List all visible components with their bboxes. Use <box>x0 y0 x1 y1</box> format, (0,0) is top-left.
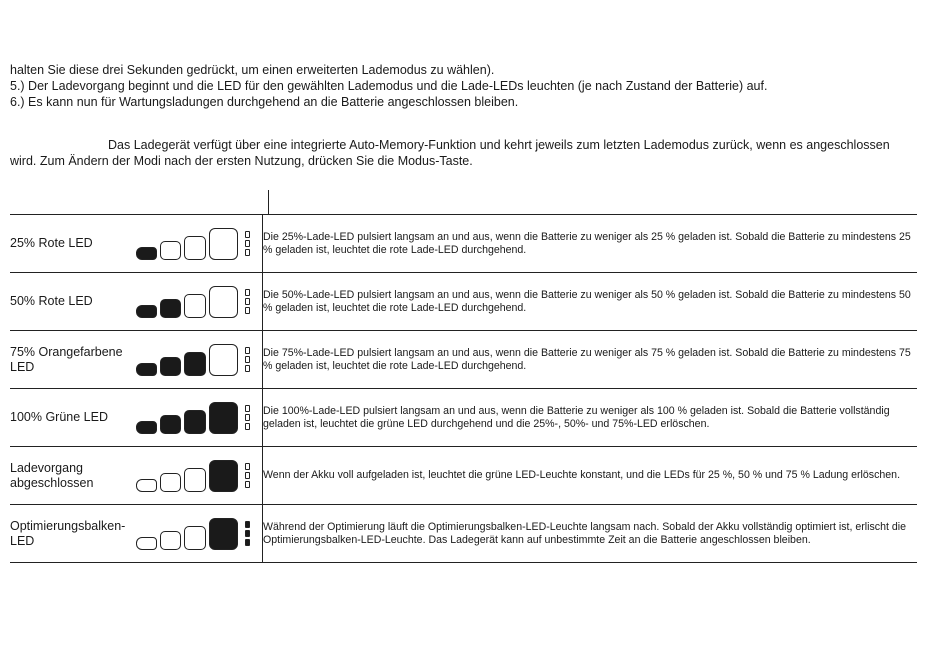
led-row <box>10 273 917 331</box>
led-description: Die 50%-Lade-LED pulsiert langsam an und aus, wenn die Batterie zu weniger als 50 % geladen ist. Sobald die Batterie zu mindestens 50 % geladen ist, leuchtet die rote Lade-LED durchgehend. <box>263 273 918 331</box>
charge-bar-icon <box>209 460 238 492</box>
intro-line-6: 6.) Es kann nun für Wartungsladungen durchgehend an die Batterie angeschlossen bleiben. <box>10 95 519 109</box>
battery-indicator-cell <box>128 505 263 563</box>
charge-bar-icon <box>209 344 238 376</box>
led-status-table <box>10 214 917 563</box>
optimization-bar-icon <box>245 231 250 256</box>
optimization-dot-icon <box>245 231 250 238</box>
led-description: Die 25%-Lade-LED pulsiert langsam an und aus, wenn die Batterie zu weniger als 25 % geladen ist. Sobald die Batterie zu mindestens 25 % geladen ist, leuchtet die rote Lade-LED durchgehend. <box>263 215 918 273</box>
charge-bar-icon <box>184 236 206 260</box>
optimization-dot-icon <box>245 347 250 354</box>
optimization-dot-icon <box>245 240 250 247</box>
table-divider-top <box>268 190 269 214</box>
led-row <box>10 215 917 273</box>
battery-level-icon <box>128 344 262 376</box>
battery-indicator-cell <box>128 447 263 505</box>
charge-bar-icon <box>209 402 238 434</box>
charge-bar-icon <box>184 468 206 492</box>
battery-indicator-cell <box>128 273 263 331</box>
led-description: Die 100%-Lade-LED pulsiert langsam an und aus, wenn die Batterie zu weniger als 100 % geladen ist. Sobald die Batterie vollständig geladen ist, leuchtet die grüne LED durchgehend und die 25%-, 50%- und 75%-LED erlöschen. <box>263 389 918 447</box>
charge-bar-icon <box>160 299 181 318</box>
led-description: Die 75%-Lade-LED pulsiert langsam an und aus, wenn die Batterie zu weniger als 75 % geladen ist. Sobald die Batterie zu mindestens 75 % geladen ist, leuchtet die rote Lade-LED durchgehend. <box>263 331 918 389</box>
charge-bar-icon <box>136 247 157 260</box>
charge-bar-icon <box>184 352 206 376</box>
optimization-dot-icon <box>245 298 250 305</box>
led-description: Während der Optimierung läuft die Optimierungsbalken-LED-Leuchte langsam nach. Sobald der Akku vollständig optimiert ist, erlischt die Optimierungsbalken-LED-Leuchte. Das Ladegerät kann auf unbestimmte Zeit an die Batterie angeschlossen bleiben. <box>263 505 918 563</box>
charge-bar-icon <box>209 286 238 318</box>
battery-indicator-cell <box>128 331 263 389</box>
optimization-bar-icon <box>245 463 250 488</box>
optimization-bar-icon <box>245 521 250 546</box>
optimization-dot-icon <box>245 289 250 296</box>
charge-bar-icon <box>209 518 238 550</box>
battery-level-icon <box>128 228 262 260</box>
charge-bar-icon <box>136 479 157 492</box>
led-label: Optimierungsbalken-LED <box>10 505 128 563</box>
led-label: Ladevorgang abgeschlossen <box>10 447 128 505</box>
optimization-dot-icon <box>245 539 250 546</box>
optimization-dot-icon <box>245 481 250 488</box>
charge-bar-icon <box>136 421 157 434</box>
optimization-dot-icon <box>245 414 250 421</box>
battery-indicator-cell <box>128 389 263 447</box>
intro-text <box>10 62 930 110</box>
charge-bar-icon <box>184 526 206 550</box>
charge-bar-icon <box>160 415 181 434</box>
charge-bar-icon <box>160 357 181 376</box>
charge-bar-icon <box>184 294 206 318</box>
optimization-bar-icon <box>245 289 250 314</box>
optimization-bar-icon <box>245 347 250 372</box>
intro-line-5: 5.) Der Ladevorgang beginnt und die LED für den gewählten Lademodus und die Lade-LEDs leuchten (je nach Zustand der Batterie) auf. <box>10 79 768 93</box>
optimization-dot-icon <box>245 307 250 314</box>
battery-level-icon <box>128 460 262 492</box>
led-label: 100% Grüne LED <box>10 389 128 447</box>
optimization-dot-icon <box>245 356 250 363</box>
battery-level-icon <box>128 286 262 318</box>
charge-bar-icon <box>160 531 181 550</box>
led-label: 75% Orangefarbene LED <box>10 331 128 389</box>
charge-bar-icon <box>160 473 181 492</box>
led-row <box>10 331 917 389</box>
charge-bar-icon <box>184 410 206 434</box>
optimization-dot-icon <box>245 463 250 470</box>
charge-bar-icon <box>160 241 181 260</box>
led-description: Wenn der Akku voll aufgeladen ist, leuchtet die grüne LED-Leuchte konstant, und die LEDs für 25 %, 50 % und 75 % Ladung erlöschen. <box>263 447 918 505</box>
charge-bar-icon <box>209 228 238 260</box>
optimization-dot-icon <box>245 365 250 372</box>
led-row <box>10 389 917 447</box>
optimization-dot-icon <box>245 530 250 537</box>
optimization-bar-icon <box>245 405 250 430</box>
led-row <box>10 447 917 505</box>
charge-bar-icon <box>136 537 157 550</box>
optimization-dot-icon <box>245 423 250 430</box>
optimization-dot-icon <box>245 405 250 412</box>
battery-indicator-cell <box>128 215 263 273</box>
intro-line-1: halten Sie diese drei Sekunden gedrückt, um einen erweiterten Lademodus zu wählen). <box>10 63 495 77</box>
optimization-dot-icon <box>245 249 250 256</box>
battery-level-icon <box>128 402 262 434</box>
charge-bar-icon <box>136 305 157 318</box>
led-row <box>10 505 917 563</box>
optimization-dot-icon <box>245 521 250 528</box>
led-label: 50% Rote LED <box>10 273 128 331</box>
charge-bar-icon <box>136 363 157 376</box>
optimization-dot-icon <box>245 472 250 479</box>
battery-level-icon <box>128 518 262 550</box>
led-label: 25% Rote LED <box>10 215 128 273</box>
auto-memory-note: Das Ladegerät verfügt über eine integrierte Auto-Memory-Funktion und kehrt jeweils zum letzten Lademodus zurück, wenn es angeschlossen wird. Zum Ändern der Modi nach der ersten Nutzung, drücken Sie die Modus-Taste. <box>10 137 890 168</box>
